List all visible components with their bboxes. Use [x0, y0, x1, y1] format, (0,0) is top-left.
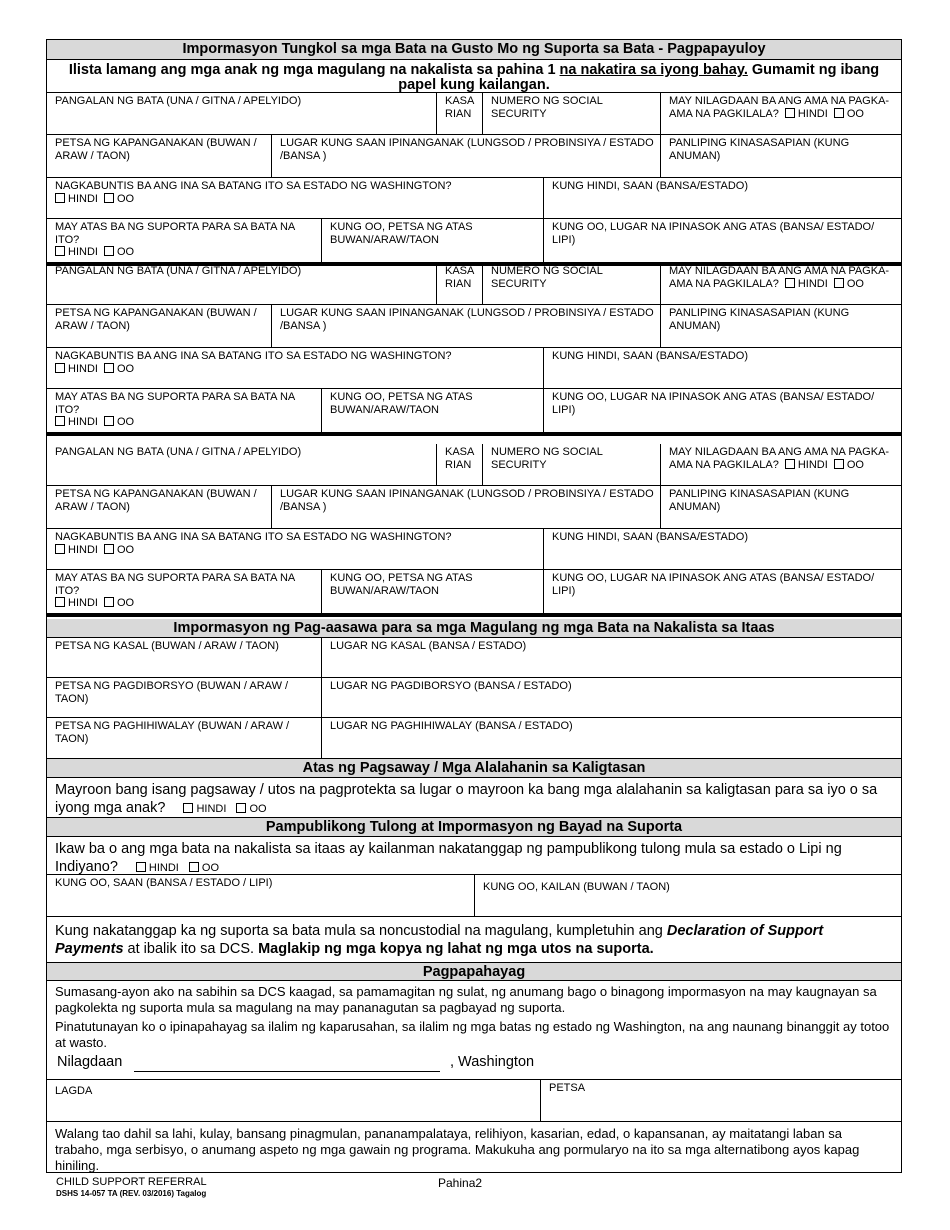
- field-label: NAGKABUNTIS BA ANG INA SA BATANG ITO SA ESTADO NG WASHINGTON?: [55, 350, 452, 362]
- yes-no-options: [55, 597, 317, 610]
- washington-label: , Washington: [450, 1054, 535, 1070]
- option-label: HINDI: [797, 107, 828, 120]
- yes-no-options: [785, 459, 870, 471]
- option: [834, 459, 864, 471]
- option: [104, 363, 134, 375]
- child-2-support-order-place-field[interactable]: [544, 389, 901, 432]
- support-payments-note: Kung nakatanggap ka ng suporta sa bata mula sa noncustodial na magulang, kumpletuhin ang Declaration of Support Payments at ibalik ito sa DCS. Maglakip ng mga kopya ng lahat ng mga utos na suporta.: [55, 923, 824, 957]
- child-1-support-order-field[interactable]: [47, 219, 322, 262]
- option-label: HINDI: [68, 597, 98, 609]
- child-3-support-order-date-field[interactable]: [322, 570, 544, 613]
- field-label: LUGAR KUNG SAAN IPINANGANAK (LUNGSOD / PROBINSIYA / ESTADO /BANSA ): [280, 307, 654, 332]
- assistance-yes-checkbox[interactable]: [189, 862, 199, 872]
- field-label: KASA RIAN: [445, 446, 474, 471]
- field-label: KASA RIAN: [445, 265, 474, 290]
- signature-date-field[interactable]: PETSA: [549, 1082, 586, 1094]
- child-2-row-3: [47, 348, 901, 389]
- child-2-birth-place-field[interactable]: [272, 305, 661, 347]
- child-3-support-order-field[interactable]: [47, 570, 322, 613]
- assistance-section-title: Pampublikong Tulong at Impormasyon ng Bayad na Suporta: [47, 818, 901, 837]
- child-1-conception-location-field[interactable]: [544, 178, 901, 218]
- marriage-place-field[interactable]: LUGAR NG KASAL (BANSA / ESTADO): [330, 640, 527, 652]
- child-1-row-4: [47, 219, 901, 266]
- signature-row: [47, 1079, 901, 1122]
- children-instruction: Ilista lamang ang mga anak ng mga magulang na nakalista sa pahina 1 na nakatira sa iyong bahay. Gumamit ng ibang papel kung kailangan.: [47, 60, 901, 93]
- field-label: LUGAR KUNG SAAN IPINANGANAK (LUNGSOD / PROBINSIYA / ESTADO /BANSA ): [280, 137, 654, 162]
- divorce-date-field[interactable]: PETSA NG PAGDIBORSYO (BUWAN / ARAW / TAON): [47, 678, 322, 717]
- child-2-support-order-field[interactable]: [47, 389, 322, 432]
- option: [785, 459, 828, 471]
- field-label: MAY ATAS BA NG SUPORTA PARA SA BATA NA ITO?: [55, 391, 295, 416]
- assistance-no-checkbox[interactable]: [136, 862, 146, 872]
- field-label: PANLIPING KINASASAPIAN (KUNG ANUMAN): [669, 488, 850, 513]
- option-label: HINDI: [68, 362, 98, 375]
- child-3-row-4: [47, 570, 901, 617]
- option: [55, 597, 98, 609]
- restraint-section-title: Atas ng Pagsaway / Mga Alalahanin sa Kaligtasan: [47, 759, 901, 778]
- form-name: CHILD SUPPORT REFERRAL: [56, 1176, 207, 1188]
- option: [104, 416, 134, 428]
- field-label: MAY ATAS BA NG SUPORTA PARA SA BATA NA ITO?: [55, 221, 295, 246]
- option: [785, 108, 828, 120]
- field-label: NUMERO NG SOCIAL SECURITY: [491, 265, 603, 290]
- yes-no-options: [785, 108, 870, 120]
- child-1-conceived-in-washington-field[interactable]: [47, 178, 544, 218]
- no-checkbox[interactable]: [785, 278, 795, 288]
- field-label: PETSA NG KAPANGANAKAN (BUWAN / ARAW / TAON): [55, 488, 257, 513]
- child-1-child-sex-field[interactable]: [437, 93, 483, 134]
- child-2-row-1: [47, 263, 901, 305]
- yes-no-options: [785, 278, 870, 290]
- field-label: KASA RIAN: [445, 95, 474, 120]
- yes-checkbox[interactable]: [104, 416, 114, 426]
- separation-row: [47, 718, 901, 759]
- field-label: PANGALAN NG BATA (UNA / GITNA / APELYIDO): [55, 95, 302, 107]
- no-checkbox[interactable]: [55, 246, 65, 256]
- option: [785, 278, 828, 290]
- form-id: DSHS 14-057 TA (REV. 03/2016) Tagalog: [56, 1189, 207, 1198]
- option-label: OO: [846, 107, 864, 120]
- child-2-father-acknowledgment-field[interactable]: [661, 263, 901, 304]
- children-section-title: Impormasyon Tungkol sa mga Bata na Gusto Mo ng Suporta sa Bata - Pagpapayuloy: [47, 40, 901, 60]
- no-checkbox[interactable]: [55, 544, 65, 554]
- yes-checkbox[interactable]: [104, 544, 114, 554]
- child-3-row-2: [47, 486, 901, 529]
- restraint-question-row: Mayroon bang isang pagsaway / utos na pagprotekta sa lugar o mayroon ka bang mga alalahanin sa kaligtasan para sa iyo o sa iyong mga anak? HINDI OO: [47, 778, 901, 818]
- field-label: PANLIPING KINASASAPIAN (KUNG ANUMAN): [669, 137, 850, 162]
- option: [104, 193, 134, 205]
- field-label: MAY NILAGDAAN BA ANG AMA NA PAGKA-AMA NA PAGKILALA?: [669, 446, 890, 471]
- field-label: PANLIPING KINASASAPIAN (KUNG ANUMAN): [669, 307, 850, 332]
- child-3-child-name-field[interactable]: [47, 444, 437, 485]
- child-1-support-order-place-field[interactable]: [544, 219, 901, 262]
- child-3-birth-date-field[interactable]: [47, 486, 272, 528]
- child-2-conceived-in-washington-field[interactable]: [47, 348, 544, 388]
- yes-checkbox[interactable]: [104, 363, 114, 373]
- marriage-date-field[interactable]: PETSA NG KASAL (BUWAN / ARAW / TAON): [47, 638, 322, 677]
- child-support-form: [46, 39, 902, 1173]
- field-label: PETSA NG KAPANGANAKAN (BUWAN / ARAW / TAON): [55, 137, 257, 162]
- option-label: HINDI: [797, 277, 828, 290]
- child-1-father-acknowledgment-field[interactable]: [661, 93, 901, 134]
- field-label: KUNG HINDI, SAAN (BANSA/ESTADO): [552, 531, 748, 543]
- child-3-birth-place-field[interactable]: [272, 486, 661, 528]
- child-2-row-2: [47, 305, 901, 348]
- declaration-text: Sumasang-ayon ako na sabihin sa DCS kaagad, sa pamamagitan ng sulat, ng anumang bago o binagong impormasyon na may kaugnayan sa pagkolekta ng suporta mula sa magulang na may pananagutan sa pagbayad ng suporta. Pinatutunayan ko o ipinapahayag sa ilalim ng kaparusahan, sa ilalim ng mga batas ng estado ng Washington, na ang naunang binanggit ay totoo at wasto.: [55, 984, 890, 1050]
- option-label: OO: [116, 543, 135, 556]
- option-label: OO: [116, 362, 135, 375]
- option-label: HINDI: [68, 416, 98, 428]
- child-1-row-3: [47, 178, 901, 219]
- child-1-birth-date-field[interactable]: [47, 135, 272, 177]
- option: [55, 193, 98, 205]
- separation-date-field[interactable]: PETSA NG PAGHIHIWALAY (BUWAN / ARAW / TAON): [47, 718, 322, 758]
- option-label: OO: [846, 277, 864, 290]
- no-checkbox[interactable]: [785, 459, 795, 469]
- assistance-question: Ikaw ba o ang mga bata na nakalista sa itaas ay kailanman nakatanggap ng pampublikong tulong mula sa estado o Lipi ng Indiyano? HINDI OO: [55, 841, 842, 875]
- option-label: OO: [116, 246, 135, 258]
- child-2-support-order-date-field[interactable]: [322, 389, 544, 432]
- field-label: MAY ATAS BA NG SUPORTA PARA SA BATA NA ITO?: [55, 572, 295, 597]
- child-1-child-ssn-field[interactable]: [483, 93, 661, 134]
- field-label: KUNG HINDI, SAAN (BANSA/ESTADO): [552, 180, 748, 192]
- assistance-where-field[interactable]: KUNG OO, SAAN (BANSA / ESTADO / LIPI): [47, 875, 475, 916]
- child-3-conception-location-field[interactable]: [544, 529, 901, 569]
- option: [55, 544, 98, 556]
- option-label: HINDI: [68, 543, 98, 556]
- option-label: OO: [116, 597, 135, 609]
- separation-place-field[interactable]: LUGAR NG PAGHIHIWALAY (BANSA / ESTADO): [330, 720, 573, 732]
- option-label: OO: [846, 458, 864, 471]
- no-checkbox[interactable]: [55, 193, 65, 203]
- option: [104, 246, 134, 258]
- option: [834, 108, 864, 120]
- option: [104, 544, 134, 556]
- field-label: KUNG OO, LUGAR NA IPINASOK ANG ATAS (BANSA/ ESTADO/ LIPI): [552, 391, 875, 416]
- option: [55, 363, 98, 375]
- page-number: Pahina2: [438, 1176, 483, 1190]
- child-2-child-name-field[interactable]: [47, 263, 437, 304]
- child-1-birth-place-field[interactable]: [272, 135, 661, 177]
- marriage-section-title: Impormasyon ng Pag-aasawa para sa mga Magulang ng mga Bata na Nakalista sa Itaas: [47, 619, 901, 638]
- child-3-father-acknowledgment-field[interactable]: [661, 444, 901, 485]
- field-label: MAY NILAGDAAN BA ANG AMA NA PAGKA-AMA NA PAGKILALA?: [669, 265, 890, 290]
- field-label: KUNG OO, PETSA NG ATAS BUWAN/ARAW/TAON: [330, 221, 473, 246]
- field-label: KUNG OO, LUGAR NA IPINASOK ANG ATAS (BANSA/ ESTADO/ LIPI): [552, 221, 875, 246]
- option: [104, 597, 134, 609]
- option-label: OO: [116, 416, 135, 428]
- field-label: MAY NILAGDAAN BA ANG AMA NA PAGKA-AMA NA PAGKILALA?: [669, 95, 890, 120]
- yes-checkbox[interactable]: [834, 278, 844, 288]
- field-label: NAGKABUNTIS BA ANG INA SA BATANG ITO SA ESTADO NG WASHINGTON?: [55, 531, 452, 543]
- child-2-child-ssn-field[interactable]: [483, 263, 661, 304]
- field-label: NUMERO NG SOCIAL SECURITY: [491, 95, 603, 120]
- option: [55, 246, 98, 258]
- yes-no-options: [55, 544, 539, 557]
- field-label: PANGALAN NG BATA (UNA / GITNA / APELYIDO): [55, 265, 302, 277]
- declaration-section-title: Pagpapahayag: [47, 962, 901, 981]
- option-label: HINDI: [797, 458, 828, 471]
- signed-at-line[interactable]: [134, 1071, 440, 1072]
- divorce-place-field[interactable]: LUGAR NG PAGDIBORSYO (BANSA / ESTADO): [330, 680, 572, 692]
- child-1-row-2: [47, 135, 901, 178]
- child-2-tribal-affiliation-field[interactable]: [661, 305, 901, 347]
- child-3-tribal-affiliation-field[interactable]: [661, 486, 901, 528]
- yes-checkbox[interactable]: [104, 193, 114, 203]
- yes-no-options: [55, 193, 539, 206]
- option-label: HINDI: [68, 246, 98, 258]
- signed-at-label: Nilagdaan: [57, 1054, 123, 1070]
- assistance-when-field[interactable]: KUNG OO, KAILAN (BUWAN / TAON): [483, 881, 670, 893]
- divorce-row: [47, 678, 901, 718]
- child-1-child-name-field[interactable]: [47, 93, 437, 134]
- yes-checkbox[interactable]: [834, 459, 844, 469]
- assistance-details-row: [47, 874, 901, 917]
- field-label: PETSA NG KAPANGANAKAN (BUWAN / ARAW / TAON): [55, 307, 257, 332]
- field-label: KUNG OO, LUGAR NA IPINASOK ANG ATAS (BANSA/ ESTADO/ LIPI): [552, 572, 875, 597]
- marriage-row: [47, 638, 901, 678]
- child-1-tribal-affiliation-field[interactable]: [661, 135, 901, 177]
- field-label: KUNG OO, PETSA NG ATAS BUWAN/ARAW/TAON: [330, 572, 473, 597]
- child-3-row-3: [47, 529, 901, 570]
- child-2-birth-date-field[interactable]: [47, 305, 272, 347]
- child-3-row-1: [47, 444, 901, 486]
- child-1-row-1: [47, 93, 901, 135]
- child-3-child-sex-field[interactable]: [437, 444, 483, 485]
- yes-no-options: [55, 363, 539, 376]
- yes-checkbox[interactable]: [834, 108, 844, 118]
- child-2-conception-location-field[interactable]: [544, 348, 901, 388]
- no-checkbox[interactable]: [55, 416, 65, 426]
- restraint-no-checkbox[interactable]: [183, 803, 193, 813]
- nondiscrimination-statement: Walang tao dahil sa lahi, kulay, bansang pinagmulan, pananampalataya, relihiyon, kasarian, edad, o kapansanan, ay maitatangi laban sa trabaho, mga serbisyo, o anumang aspeto ng mga gawain ng programa. Makukuha ang pormularyo na ito sa mga alternatibong ayos kapag hiniling.: [55, 1126, 860, 1173]
- child-3-support-order-place-field[interactable]: [544, 570, 901, 613]
- child-1-support-order-date-field[interactable]: [322, 219, 544, 262]
- restraint-yes-checkbox[interactable]: [236, 803, 246, 813]
- option-label: OO: [116, 192, 135, 205]
- field-label: PANGALAN NG BATA (UNA / GITNA / APELYIDO): [55, 446, 302, 458]
- field-label: KUNG HINDI, SAAN (BANSA/ESTADO): [552, 350, 748, 362]
- child-3-conceived-in-washington-field[interactable]: [47, 529, 544, 569]
- child-2-row-4: [47, 389, 901, 436]
- field-label: NAGKABUNTIS BA ANG INA SA BATANG ITO SA ESTADO NG WASHINGTON?: [55, 180, 452, 192]
- no-checkbox[interactable]: [55, 363, 65, 373]
- yes-no-options: [55, 416, 317, 429]
- yes-checkbox[interactable]: [104, 246, 114, 256]
- field-label: KUNG OO, PETSA NG ATAS BUWAN/ARAW/TAON: [330, 391, 473, 416]
- option: [834, 278, 864, 290]
- option-label: HINDI: [68, 192, 98, 205]
- option: [55, 416, 98, 428]
- no-checkbox[interactable]: [55, 597, 65, 607]
- signature-field[interactable]: LAGDA: [47, 1080, 541, 1121]
- yes-no-options: [55, 246, 317, 259]
- yes-checkbox[interactable]: [104, 597, 114, 607]
- child-3-child-ssn-field[interactable]: [483, 444, 661, 485]
- no-checkbox[interactable]: [785, 108, 795, 118]
- child-2-child-sex-field[interactable]: [437, 263, 483, 304]
- field-label: NUMERO NG SOCIAL SECURITY: [491, 446, 603, 471]
- field-label: LUGAR KUNG SAAN IPINANGANAK (LUNGSOD / PROBINSIYA / ESTADO /BANSA ): [280, 488, 654, 513]
